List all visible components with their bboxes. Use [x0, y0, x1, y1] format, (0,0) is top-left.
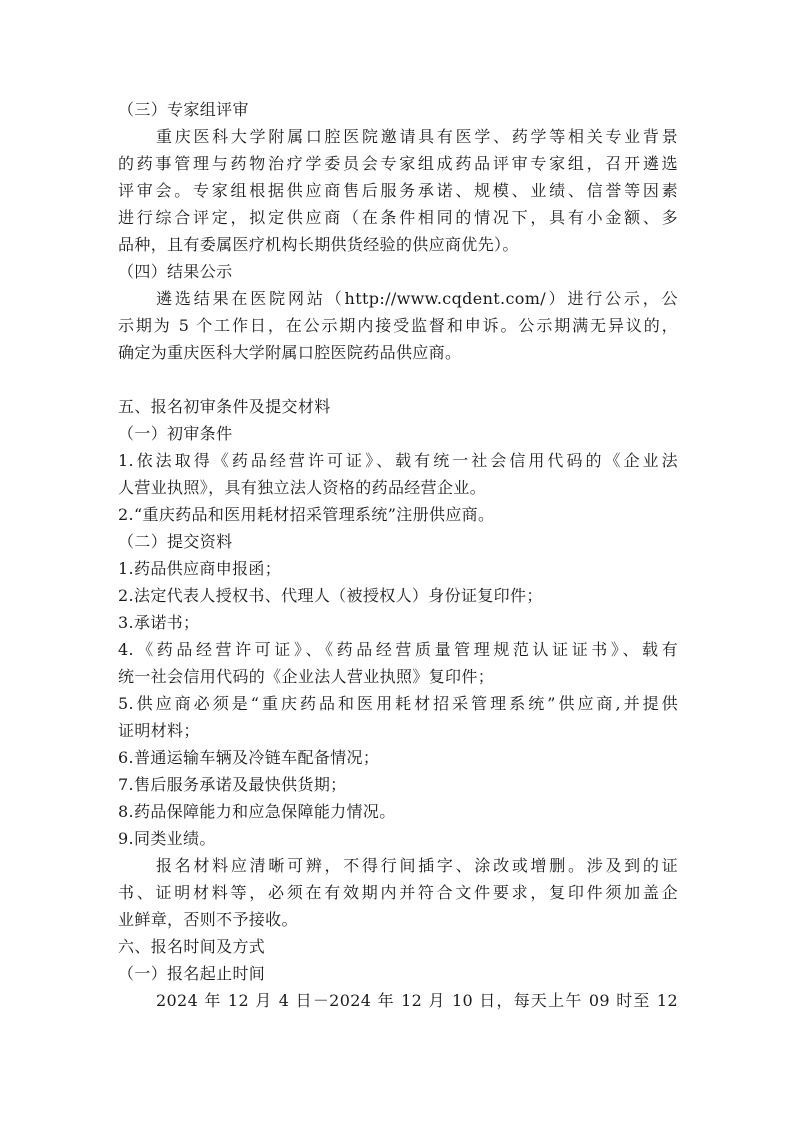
section-6-1-title: （一）报名起止时间	[118, 964, 266, 983]
section-4-title: （四）结果公示	[118, 262, 233, 281]
list-item: 4.《药品经营许可证》、《药品经营质量管理规范认证证书》、载有	[118, 640, 678, 659]
section-5-title: 五、报名初审条件及提交材料	[118, 397, 331, 416]
paragraph-line: 确定为重庆医科大学附属口腔医院药品供应商。	[118, 343, 462, 362]
paragraph-line: 书、证明材料等，必须在有效期内并符合文件要求，复印件须加盖企	[118, 883, 678, 902]
list-item: 统一社会信用代码的《企业法人营业执照》复印件；	[118, 667, 495, 686]
list-item: 3.承诺书；	[118, 613, 200, 632]
list-item: 2.“重庆药品和医用耗材招采管理系统”注册供应商。	[118, 505, 495, 524]
paragraph-line: 重庆医科大学附属口腔医院邀请具有医学、药学等相关专业背景	[156, 127, 678, 146]
list-item: 9.同类业绩。	[118, 829, 216, 848]
list-item: 8.药品保障能力和应急保障能力情况。	[118, 802, 396, 821]
section-3-title: （三）专家组评审	[118, 100, 249, 119]
list-item: 6.普通运输车辆及冷链车配备情况；	[118, 748, 380, 767]
list-item: 证明材料；	[118, 721, 200, 740]
paragraph-line: 的药事管理与药物治疗学委员会专家组成药品评审专家组，召开遴选	[118, 154, 678, 173]
paragraph-line: 报名材料应清晰可辨，不得行间插字、涂改或增删。涉及到的证	[156, 856, 678, 875]
paragraph-line: 品种，且有委属医疗机构长期供货经验的供应商优先）。	[118, 235, 519, 254]
list-item: 人营业执照》，具有独立法人资格的药品经营企业。	[118, 478, 487, 497]
paragraph-line: 2024 年 12 月 4 日－2024 年 12 月 10 日，每天上午 09 时至 12	[156, 991, 678, 1010]
section-6-title: 六、报名时间及方式	[118, 937, 266, 956]
blank-line	[118, 366, 678, 393]
paragraph-line: 评审会。专家组根据供应商售后服务承诺、规模、业绩、信誉等因素	[118, 181, 678, 200]
paragraph-line: 业鲜章，否则不予接收。	[118, 910, 298, 929]
paragraph-line: 进行综合评定，拟定供应商（在条件相同的情况下，具有小金额、多	[118, 208, 678, 227]
list-item: 5.供应商必须是“重庆药品和医用耗材招采管理系统”供应商,并提供	[118, 694, 678, 713]
section-5-2-title: （二）提交资料	[118, 532, 233, 551]
section-5-1-title: （一）初审条件	[118, 424, 233, 443]
list-item: 1.药品供应商申报函；	[118, 559, 282, 578]
paragraph-line: 示期为 5 个工作日，在公示期内接受监督和申诉。公示期满无异议的，	[118, 316, 678, 335]
paragraph-line: 遴选结果在医院网站（http://www.cqdent.com/）进行公示，公	[156, 289, 678, 308]
document-body	[118, 96, 678, 1014]
list-item: 2.法定代表人授权书、代理人（被授权人）身份证复印件；	[118, 586, 543, 605]
list-item: 1.依法取得《药品经营许可证》、载有统一社会信用代码的《企业法	[118, 451, 678, 470]
list-item: 7.售后服务承诺及最快供货期；	[118, 775, 347, 794]
